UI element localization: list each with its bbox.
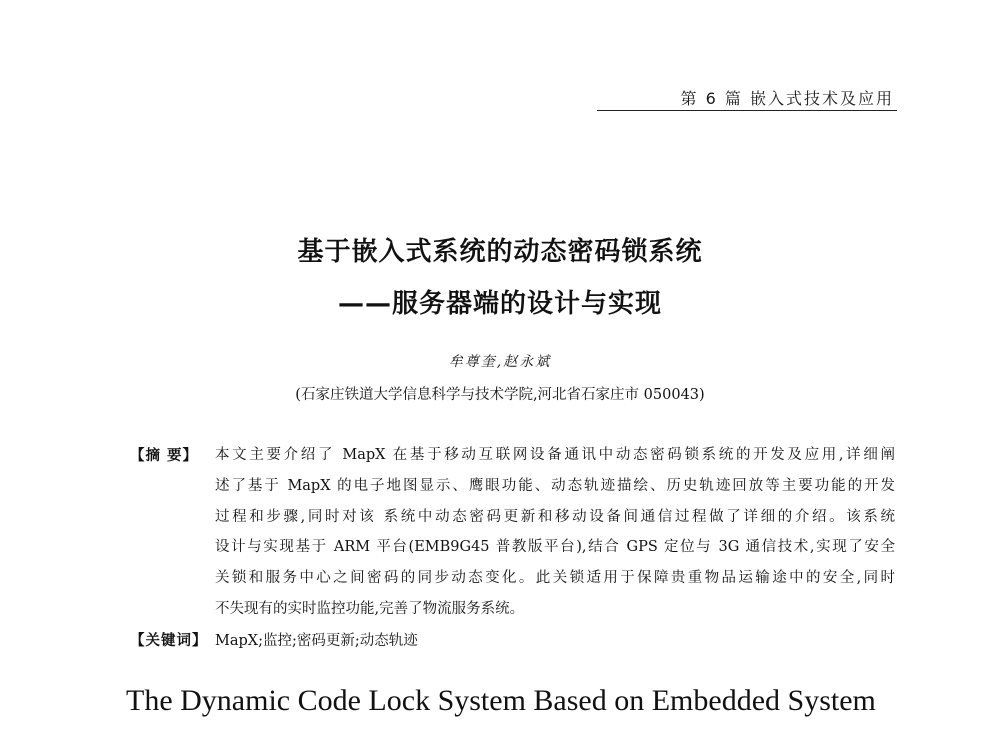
english-title: The Dynamic Code Lock System Based on Embedded System xyxy=(126,684,876,717)
abstract-line: 设计与实现基于 ARM 平台(EMB9G45 普教版平台),结合 GPS 定位与 3G 通信技术,实现了安全 xyxy=(215,539,895,556)
abstract-label: 【摘 要】 xyxy=(130,448,199,464)
abstract-body xyxy=(215,440,895,625)
paper-subtitle: ——服务器端的设计与实现 xyxy=(337,289,662,319)
section-title: 第 6 篇 嵌入式技术及应用 xyxy=(680,89,894,108)
abstract-line: 关锁和服务中心之间密码的同步动态变化。此关锁适用于保障贵重物品运输途中的安全,同时 xyxy=(215,570,895,587)
authors: 牟尊奎,赵永斌 xyxy=(448,354,552,370)
abstract-line: 过程和步骤,同时对该 系统中动态密码更新和移动设备间通信过程做了详细的介绍。该系统 xyxy=(215,508,895,525)
keywords-text: MapX;监控;密码更新;动态轨迹 xyxy=(215,633,418,649)
affiliation: (石家庄铁道大学信息科学与技术学院,河北省石家庄市 050043) xyxy=(295,387,705,403)
abstract-line: 本文主要介绍了 MapX 在基于移动互联网设备通讯中动态密码锁系统的开发及应用,详细阐 xyxy=(215,447,895,463)
header-rule xyxy=(597,110,897,111)
abstract-line: 述了基于 MapX 的电子地图显示、鹰眼功能、动态轨迹描绘、历史轨迹回放等主要功能的开发 xyxy=(215,477,895,494)
keywords-label: 【关键词】 xyxy=(130,633,208,649)
abstract-line: 不失现有的实时监控功能,完善了物流服务系统。 xyxy=(215,600,525,617)
paper-title: 基于嵌入式系统的动态密码锁系统 xyxy=(297,237,703,267)
